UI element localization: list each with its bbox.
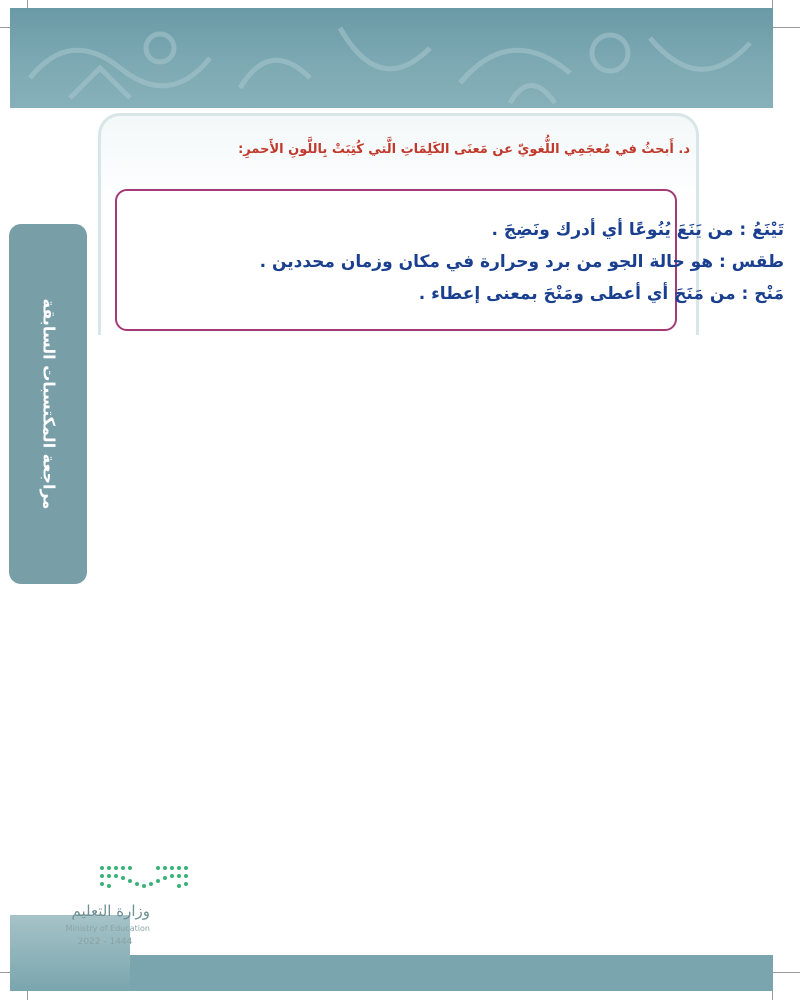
crop-mark: [770, 972, 800, 973]
calligraphy-pattern: [10, 8, 773, 108]
instruction-text: د. أَبحثُ في مُعجَمِي اللُّغويّ عن مَعنَى الكَلِمَاتِ الَّتي كُتِبَتْ بِاللَّونِ الأَحمرِ:: [238, 142, 690, 157]
crop-mark: [770, 27, 800, 28]
section-side-tab-label: مراجعة المكتسبات السابقة: [39, 298, 59, 510]
top-banner: [10, 8, 773, 108]
ministry-logo-icon: [98, 862, 190, 896]
edition-year: 2022 - 1444: [77, 937, 133, 947]
ministry-name-english: Ministry of Education: [65, 924, 150, 933]
answer-line: طقس : هو حالة الجو من برد وحرارة في مكان وزمان محددين .: [259, 252, 784, 272]
ministry-name-arabic: وزارة التعليم: [71, 902, 150, 920]
answer-line: تَيْنَعُ : من يَنَعَ يُنُوعًا أي أدرك ونَضِجَ .: [491, 220, 784, 240]
answer-line: مَنْح : من مَنَحَ أي أعطى ومَنْحَ بمعنى إعطاء .: [418, 284, 784, 304]
